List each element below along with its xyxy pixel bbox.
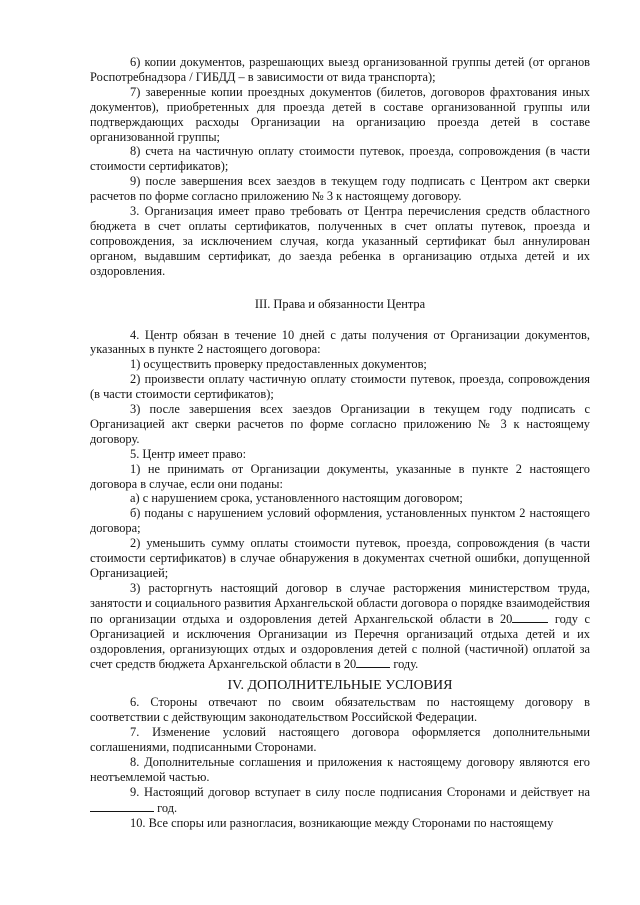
clause-7-item: 7) заверенные копии проездных документов (билетов, договоров фрахтования иных документов), приобретенных для проезда детей в составе организованной группы или подтверждающих расходы Организации на организацию проезда детей в составе организованной группы; [90,84,590,144]
clause-5-item-2: 2) уменьшить сумму оплаты стоимости путевок, проезда, сопровождения (в части стоимости сертификатов) в случае обнаружения в документах счетной ошибки, допущенной Организацией; [90,536,590,580]
clause-4-item-2: 2) произвести оплату частичную оплату стоимости путевок, проезда, сопровождения (в части стоимости сертификатов); [90,372,590,402]
clause-6-liability: 6. Стороны отвечают по своим обязательствам по настоящему договору в соответствии с действующим законодательством Российской Федерации. [90,695,590,725]
year-blank-field [356,656,390,668]
clause-7-amendments: 7. Изменение условий настоящего договора оформляется дополнительными соглашениями, подписанными Сторонами. [90,725,590,755]
clause-5-item-1a: а) с нарушением срока, установленного настоящим договором; [130,491,463,506]
clause-9-term-part-2: год. [154,800,178,815]
clause-4-item-1: 1) осуществить проверку предоставленных документов; [130,357,427,372]
clause-5-center-rights: 5. Центр имеет право: [130,446,247,461]
clause-8-supplements: 8. Дополнительные соглашения и приложения к настоящему договору являются его неотъемлемой частью. [90,754,590,784]
clause-4-item-3: 3) после завершения всех заездов Организации в текущем году подписать с Организацией акт сверки расчетов по форме согласно приложению № 3 к настоящему договору. [90,402,590,446]
clause-8-item: 8) счета на частичную оплату стоимости путевок, проезда, сопровождения (в части стоимости сертификатов); [90,144,590,174]
clause-9-item: 9) после завершения всех заездов в текущем году подписать с Центром акт сверки расчетов по форме согласно приложению № 3 к настоящему договору. [90,174,590,204]
term-blank-field [90,800,154,812]
section-3-heading: III. Права и обязанности Центра [254,296,426,311]
clause-4-center-duties: 4. Центр обязан в течение 10 дней с даты получения от Организации документов, указанных в пункте 2 настоящего договора: [90,327,590,357]
clause-10-disputes: 10. Все споры или разногласия, возникающие между Сторонами по настоящему [130,815,554,830]
section-4-heading: IV. ДОПОЛНИТЕЛЬНЫЕ УСЛОВИЯ [227,678,453,694]
clause-5-item-3-part-1: 3) расторгнуть настоящий договор в случае расторжения министерством труда, занятости и социального развития Архангельской области договора о порядке взаимодействия по организации отдыха и оздоровления детей Архангельской области в 20 [90,580,590,626]
clause-5-item-3-part-3: году. [390,657,419,672]
clause-6-item: 6) копии документов, разрешающих выезд организованной группы детей (от органов Роспотребнадзора / ГИБДД – в зависимости от вида транспорта); [90,55,590,84]
year-blank-field [512,611,548,623]
clause-5-item-1b: б) поданы с нарушением условий оформления, установленных пунктом 2 настоящего договора; [90,506,590,536]
clause-5-item-1: 1) не принимать от Организации документы, указанные в пункте 2 настоящего договора в случае, если они поданы: [90,461,590,491]
clause-9-term [90,785,590,816]
clause-5-item-3-part-2: году с Организацией и исключения Организации из Перечня организаций отдыха детей и их оздоровления, организующих отдых и оздоровления детей с полной (частичной) оплатой за счет средств бюджета Архангельской области в 20 [90,611,591,672]
document-body [90,55,590,831]
clause-9-term-part-1: 9. Настоящий договор вступает в силу после подписания Сторонами и действует на [130,784,590,799]
clause-3-organization-rights: 3. Организация имеет право требовать от Центра перечисления средств областного бюджета в счет оплаты сертификатов, полученных в счет оплаты путевок, проезда и сопровождения, за исключением случая, когда указанный сертификат был аннулирован органом, выдавшим сертификат, до заезда ребенка в организацию отдыха детей и их оздоровления. [90,204,590,278]
clause-5-item-3 [90,581,590,672]
